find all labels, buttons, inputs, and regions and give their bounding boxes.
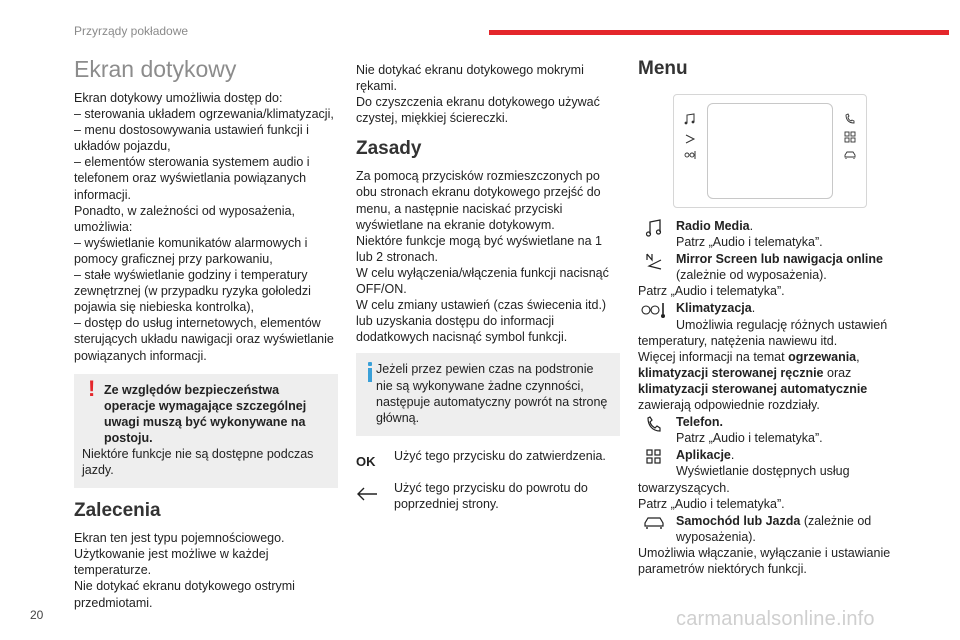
navigation-arrow-icon [684, 133, 696, 145]
zasady-text: Za pomocą przycisków rozmieszczonych po obu stronach ekranu dotykowego przejść do menu, a następnie naciskać przyciski wyświetlane na ekranie dotykowym. Niektóre funkcje mogą być wyświetlane na 1 lub 2 stronach. W celu wyłączenia/włączenia funkcji nacisnąć OFF/ON. W celu zmiany ustawień (czas świecenia itd.) lub uzyskania dostępu do informacji dodatkowych nacisnąć symbol funkcji. [356, 169, 609, 345]
menu-item-desc: Umożliwia regulację różnych ustawień [676, 317, 888, 332]
music-note-icon [638, 218, 676, 238]
climate-control-icon [684, 149, 696, 161]
column-3 [638, 58, 900, 578]
intro-text: Ekran dotykowy umożliwia dostęp do: – sterowania układem ogrzewania/klimatyzacji, – menu dostosowywania ustawień funkcji i układów pojazdu, – elementów sterowania systemem audio i telefonem oraz wyświetlania powiązanych informacji. Ponadto, w zależności od wyposażenia, umożliwia: – wyświetlanie komunikatów alarmowych i pomocy graficznej przy parkowaniu, – stałe wyświetlanie godziny i temperatury zewnętrznej (w przypadku ryzyka gołoledzi pojawia się niebieska kontrolka), – dostęp do usług internetowych, elementów sterujących układu nawigacji oraz wyświetlanie powiązanych informacji. [74, 91, 334, 363]
phone-icon [844, 113, 856, 125]
menu-item-rest: towarzyszących. Patrz „Audio i telematyka”. [638, 480, 785, 511]
page-title: Ekran dotykowy [74, 56, 237, 82]
warning-box [74, 374, 338, 489]
menu-item-title: Mirror Screen lub nawigacja online [676, 252, 883, 267]
warning-text: Niektóre funkcje nie są dostępne podczas jazdy. [82, 446, 314, 478]
ok-label: OK [356, 453, 376, 469]
menu-item-suffix: . [730, 448, 735, 463]
ok-description: Użyć tego przycisku do zatwierdzenia. [394, 448, 606, 463]
info-icon [368, 362, 372, 382]
exclamation-icon: ! [88, 375, 96, 401]
menu-item-klimatyzacja [638, 300, 900, 413]
car-icon [638, 513, 676, 533]
column-1 [74, 56, 338, 611]
zalecenia-heading: Zalecenia [74, 500, 161, 522]
menu-item-desc: Patrz „Audio i telematyka”. [676, 431, 823, 446]
info-text: Jeżeli przez pewien czas na podstronie nie są wykonywane żadne czynności, następuje automatyczny powrót na stronę główną. [376, 362, 608, 425]
apps-grid-icon [844, 131, 856, 143]
warning-bold-text: Ze względów bezpieczeństwa operacje wymagające szczególnej uwagi muszą być wykonywane na postoju. [104, 382, 307, 445]
column-2 [356, 62, 620, 522]
back-row [356, 480, 620, 512]
menu-item-desc: Wyświetlanie dostępnych usług [676, 464, 850, 479]
menu-item-rest: temperatury, natężenia nawiewu itd. [638, 333, 838, 348]
section-title: Przyrządy pokładowe [74, 24, 189, 38]
menu-item-telefon [638, 414, 900, 446]
menu-item-rest: Patrz „Audio i telematyka”. [638, 284, 785, 299]
header-accent-bar [489, 30, 949, 35]
watermark: carmanualsonline.info [676, 608, 875, 630]
menu-item-rest: Umożliwia włączanie, wyłączanie i ustawianie parametrów niektórych funkcji. [638, 545, 891, 576]
back-description: Użyć tego przycisku do powrotu do poprzedniej strony. [394, 480, 588, 511]
info-box [356, 353, 620, 435]
navigation-arrow-icon [638, 251, 676, 271]
menu-item-samochod [638, 513, 900, 577]
music-note-icon [684, 113, 696, 125]
page-number: 20 [30, 608, 44, 622]
menu-item-title: Radio Media [676, 219, 750, 233]
climate-control-icon [638, 300, 676, 320]
menu-item-title: Aplikacje [676, 448, 731, 463]
menu-item-desc: Patrz „Audio i telematyka”. [676, 235, 823, 250]
menu-item-suffix: . [749, 219, 754, 233]
touchscreen-illustration [673, 94, 867, 208]
menu-item-title: Telefon. [676, 415, 723, 430]
menu-item-desc: wyposażenia). [676, 529, 756, 544]
menu-item-radio-media [638, 218, 900, 250]
apps-grid-icon [638, 447, 676, 467]
screen-display [707, 103, 833, 199]
menu-item-aplikacje [638, 447, 900, 511]
zalecenia-text: Ekran ten jest typu pojemnościowego. Użytkowanie jest możliwe w każdej temperaturze. Nie dotykać ekranu dotykowego ostrymi przedmiotami. [74, 531, 295, 610]
car-icon [844, 149, 856, 161]
menu-item-mirror-screen [638, 251, 900, 299]
ok-row [356, 448, 620, 470]
menu-item-suffix: (zależnie od [800, 513, 872, 528]
menu-item-desc: (zależnie od wyposażenia). [676, 268, 827, 283]
phone-icon [638, 414, 676, 434]
menu-heading: Menu [638, 58, 688, 79]
cleaning-text: Nie dotykać ekranu dotykowego mokrymi rękami. Do czyszczenia ekranu dotykowego używać czystej, miękkiej ściereczki. [356, 63, 600, 126]
menu-item-title: Samochód lub Jazda [676, 513, 801, 528]
climate-more-info: Więcej informacji na temat ogrzewania, klimatyzacji sterowanej ręcznie oraz klimatyzacji sterowanej automatycznie zawierają odpowiednie rozdziały. [638, 349, 868, 413]
zasady-heading: Zasady [356, 138, 422, 160]
back-arrow-icon [356, 480, 394, 506]
menu-item-title: Klimatyzacja [676, 301, 752, 316]
menu-item-suffix: . [751, 301, 756, 316]
